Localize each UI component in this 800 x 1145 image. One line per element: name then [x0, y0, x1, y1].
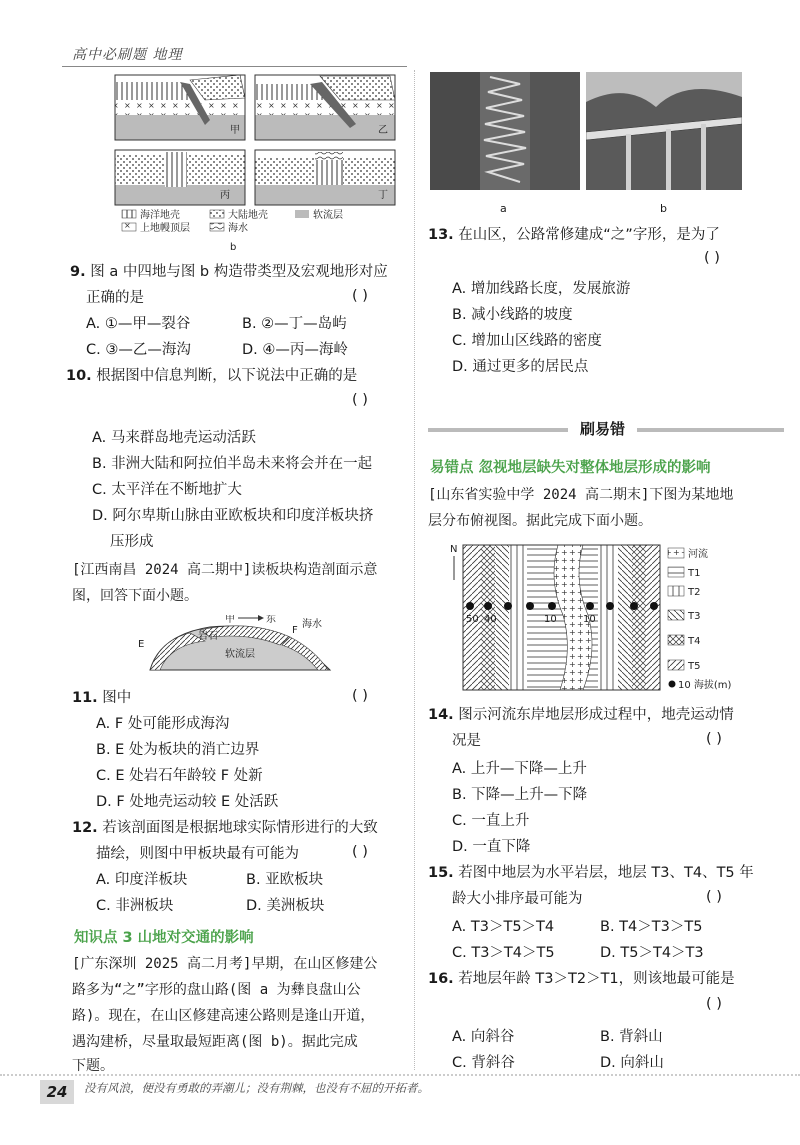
- legend-seawater: 海水: [228, 223, 248, 234]
- legend-continental: 大陆地壳: [228, 210, 268, 221]
- photo-a-caption: a: [500, 202, 507, 215]
- q11-option-c[interactable]: C. E 处岩石年龄较 F 处新: [96, 768, 263, 784]
- photo-a-zigzag-road: [430, 72, 580, 190]
- photo-b-highway-bridge: [586, 72, 742, 190]
- q12-answer-blank[interactable]: ( ): [352, 844, 368, 860]
- q13-option-b[interactable]: B. 减小线路的坡度: [452, 307, 573, 323]
- footer-dotted-rule: [0, 1074, 800, 1076]
- label-f: F: [292, 625, 298, 636]
- legend-t1: T1: [688, 568, 701, 579]
- source-shandong-line2: 层分布俯视图。据此完成下面小题。: [428, 513, 652, 529]
- legend-swatch-mantle: [122, 223, 136, 231]
- q10-option-d-cont: 压形成: [110, 534, 154, 550]
- q14-line2: 况是: [452, 733, 481, 749]
- q12-line2: 描绘，则图中甲板块最有可能为: [96, 846, 299, 862]
- q10-option-d[interactable]: D. 阿尔卑斯山脉由亚欧板块和印度洋板块挤: [92, 508, 374, 524]
- q16-answer-blank[interactable]: ( ): [706, 996, 722, 1012]
- plate-profile-figure: [130, 615, 350, 680]
- q10-answer-blank[interactable]: ( ): [352, 392, 368, 408]
- elev-10-west: 10: [544, 614, 557, 625]
- q10-option-a[interactable]: A. 马来群岛地壳运动活跃: [92, 430, 256, 446]
- q9-option-a[interactable]: A. ①—甲—裂谷: [86, 316, 191, 332]
- q10-line1: 10. 根据图中信息判断，以下说法中正确的是: [66, 368, 358, 384]
- legend-swatch-seawater: [210, 223, 224, 231]
- q11-answer-blank[interactable]: ( ): [352, 688, 368, 704]
- q15-answer-blank[interactable]: ( ): [706, 889, 722, 905]
- diagram-jia: [115, 75, 245, 140]
- q12-option-a[interactable]: A. 印度洋板块: [96, 872, 188, 888]
- q15-line1: 15. 若图中地层为水平岩层，地层 T3、T4、T5 年: [428, 865, 754, 881]
- source-shenzhen-line3: 路)。现在，在山区修建高速公路则是逢山开道，: [72, 1008, 375, 1024]
- source-jiangxi-line2: 图，回答下面小题。: [72, 588, 198, 604]
- q12-option-b[interactable]: B. 亚欧板块: [246, 872, 324, 888]
- legend-swatch-asthenosphere: [295, 210, 309, 218]
- diagram-ding: [255, 150, 395, 205]
- q9-option-c[interactable]: C. ③—乙—海沟: [86, 342, 191, 358]
- q15-option-a[interactable]: A. T3＞T5＞T4: [452, 919, 555, 935]
- legend-elevation: 10 海拔(m): [678, 680, 732, 691]
- section-title-shuayicuo: 刷易错: [568, 418, 637, 439]
- strata-map-figure: [448, 540, 758, 695]
- q14-option-a[interactable]: A. 上升—下降—上升: [452, 761, 587, 777]
- legend-t4: T4: [688, 636, 701, 647]
- q13-option-d[interactable]: D. 通过更多的居民点: [452, 359, 589, 375]
- q13-option-c[interactable]: C. 增加山区线路的密度: [452, 333, 602, 349]
- legend-asthenosphere: 软流层: [313, 210, 343, 221]
- q12-option-d[interactable]: D. 美洲板块: [246, 898, 325, 914]
- q11-line1: 11. 图中: [72, 690, 132, 706]
- legend-mantle: 上地幔顶层: [140, 223, 190, 234]
- q11-option-a[interactable]: A. F 处可能形成海沟: [96, 716, 230, 732]
- q14-answer-blank[interactable]: ( ): [706, 731, 722, 747]
- q10-number: 10.: [66, 368, 92, 384]
- legend-t5: T5: [688, 661, 701, 672]
- q16-option-b[interactable]: B. 背斜山: [600, 1029, 663, 1045]
- q10-option-b[interactable]: B. 非洲大陆和阿拉伯半岛未来将会并在一起: [92, 456, 373, 472]
- q16-option-c[interactable]: C. 背斜谷: [452, 1055, 515, 1071]
- label-plate-jia: 甲: [225, 615, 235, 625]
- label-jia: 甲: [230, 125, 240, 136]
- q9-line2: 正确的是: [86, 290, 144, 306]
- label-east: 东: [266, 615, 276, 625]
- q12-line1: 12. 若该剖面图是根据地球实际情形进行的大致: [72, 820, 378, 836]
- q12-option-c[interactable]: C. 非洲板块: [96, 898, 174, 914]
- tectonic-figure-b: [110, 70, 400, 255]
- elev-50: 50: [466, 614, 479, 625]
- source-shenzhen-line1: [广东深圳 2025 高二月考]早期，在山区修建公: [72, 956, 378, 972]
- label-asthenosphere: 软流层: [225, 649, 255, 660]
- q9-line1: 9. 图 a 中四地与图 b 构造带类型及宏观地形对应: [70, 264, 388, 280]
- label-rock: 岩石: [198, 631, 218, 642]
- q13-number: 13.: [428, 227, 454, 243]
- legend-river: 河流: [688, 549, 708, 560]
- q10-option-c[interactable]: C. 太平洋在不断地扩大: [92, 482, 242, 498]
- column-divider: [414, 70, 415, 1070]
- footer-motto: 没有风浪，便没有勇敢的弄潮儿；没有荆棘，也没有不屈的开拓者。: [84, 1081, 429, 1095]
- photo-b-caption: b: [660, 202, 667, 215]
- source-shenzhen-line4: 遇沟建桥，尽量取最短距离(图 b)。据此完成: [72, 1034, 358, 1050]
- q16-option-d[interactable]: D. 向斜山: [600, 1055, 664, 1071]
- q11-option-b[interactable]: B. E 处为板块的消亡边界: [96, 742, 260, 758]
- elev-40: 40: [484, 614, 497, 625]
- label-seawater: 海水: [302, 619, 322, 630]
- q12-number: 12.: [72, 820, 98, 836]
- legend-t2: T2: [688, 587, 701, 598]
- knowledge-point-3-title: 知识点 3 山地对交通的影响: [74, 930, 254, 946]
- label-ding: 丁: [378, 190, 388, 201]
- header-rule: [62, 66, 407, 67]
- legend-swatch-continental: [210, 210, 224, 218]
- q15-option-d[interactable]: D. T5＞T4＞T3: [600, 945, 704, 961]
- elev-10-east: 10: [583, 614, 596, 625]
- q16-number: 16.: [428, 971, 454, 987]
- label-e: E: [138, 639, 145, 650]
- q15-number: 15.: [428, 865, 454, 881]
- q15-option-c[interactable]: C. T3＞T4＞T5: [452, 945, 555, 961]
- page-number: 24: [40, 1080, 74, 1104]
- source-shenzhen-line5: 下题。: [72, 1058, 114, 1074]
- q14-line1: 14. 图示河流东岸地层形成过程中，地壳运动情: [428, 707, 734, 723]
- diagram-yi: [255, 75, 395, 140]
- label-yi: 乙: [378, 125, 388, 136]
- legend-oceanic: 海洋地壳: [140, 210, 180, 221]
- q11-option-d[interactable]: D. F 处地壳运动较 E 处活跃: [96, 794, 279, 810]
- source-shenzhen-line2: 路多为“之”字形的盘山路(图 a 为彝良盘山公: [72, 982, 361, 998]
- legend-swatch-oceanic: [122, 210, 136, 218]
- q9-answer-blank[interactable]: ( ): [352, 288, 368, 304]
- q14-option-d[interactable]: D. 一直下降: [452, 839, 531, 855]
- source-shandong-line1: [山东省实验中学 2024 高二期末]下图为某地地: [428, 487, 734, 503]
- q16-option-a[interactable]: A. 向斜谷: [452, 1029, 515, 1045]
- q15-option-b[interactable]: B. T4＞T3＞T5: [600, 919, 703, 935]
- yicuo-title: 易错点 忽视地层缺失对整体地层形成的影响: [430, 460, 711, 476]
- q16-line1: 16. 若地层年龄 T3＞T2＞T1，则该地最可能是: [428, 971, 735, 987]
- q14-option-b[interactable]: B. 下降—上升—下降: [452, 787, 588, 803]
- running-header: 高中必刷题 地理: [72, 47, 183, 63]
- q13-answer-blank[interactable]: ( ): [704, 250, 720, 266]
- north-label: N: [450, 544, 458, 555]
- q14-option-c[interactable]: C. 一直上升: [452, 813, 530, 829]
- q9-option-d[interactable]: D. ④—丙—海岭: [242, 342, 348, 358]
- q11-number: 11.: [72, 690, 98, 706]
- q15-line2: 龄大小排序最可能为: [452, 891, 583, 907]
- q13-option-a[interactable]: A. 增加线路长度，发展旅游: [452, 281, 631, 297]
- section-bar-shuayicuo: [428, 418, 784, 442]
- label-bing: 丙: [220, 190, 230, 201]
- q14-number: 14.: [428, 707, 454, 723]
- q13-line1: 13. 在山区，公路常修建成“之”字形，是为了: [428, 227, 720, 243]
- legend-t3: T3: [688, 611, 701, 622]
- q9-number: 9.: [70, 264, 86, 280]
- figure-b-caption: b: [230, 242, 237, 253]
- q9-option-b[interactable]: B. ②—丁—岛屿: [242, 316, 347, 332]
- source-jiangxi-line1: [江西南昌 2024 高二期中]读板块构造剖面示意: [72, 562, 378, 578]
